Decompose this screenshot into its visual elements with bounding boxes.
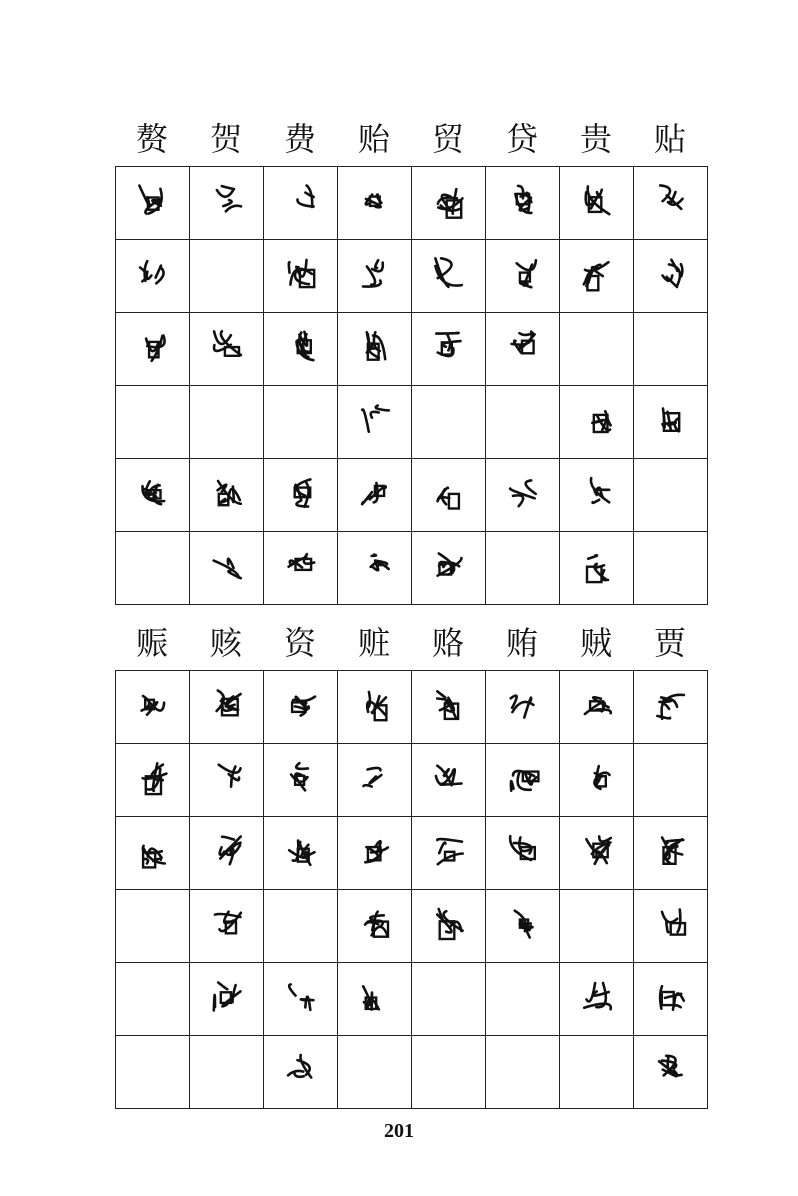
glyph-cell [116, 240, 190, 313]
table-row [116, 963, 708, 1036]
glyph-cell [338, 313, 412, 386]
glyph-cell [264, 386, 338, 459]
header-char: 贸 [431, 120, 464, 158]
header-char: 费 [283, 120, 316, 158]
glyph-cell [116, 313, 190, 386]
glyph-cell [634, 167, 708, 240]
glyph-cell [338, 1036, 412, 1109]
ancient-glyph-icon [575, 471, 619, 515]
glyph-cell [486, 963, 560, 1036]
glyph-cell [486, 817, 560, 890]
glyph-cell [412, 963, 486, 1036]
glyph-cell [116, 1036, 190, 1109]
glyph-cell [264, 313, 338, 386]
ancient-glyph-icon [353, 252, 397, 296]
header-char: 贿 [505, 624, 538, 662]
ancient-glyph-icon [279, 1048, 323, 1092]
ancient-glyph-icon [501, 902, 545, 946]
glyph-cell [412, 890, 486, 963]
glyph-cell [190, 817, 264, 890]
ancient-glyph-icon [501, 829, 545, 873]
header-char: 贻 [357, 120, 390, 158]
glyph-cell [412, 671, 486, 744]
glyph-cell [264, 167, 338, 240]
glyph-cell [116, 744, 190, 817]
table-row [116, 817, 708, 890]
glyph-cell [264, 1036, 338, 1109]
glyph-cell [634, 817, 708, 890]
glyph-cell [116, 459, 190, 532]
header-char: 贼 [579, 624, 612, 662]
ancient-glyph-icon [427, 829, 471, 873]
glyph-cell [264, 671, 338, 744]
glyph-cell [264, 459, 338, 532]
glyph-cell [486, 240, 560, 313]
glyph-cell [634, 744, 708, 817]
ancient-glyph-icon [575, 398, 619, 442]
glyph-cell [338, 744, 412, 817]
ancient-glyph-icon [353, 325, 397, 369]
glyph-cell [338, 459, 412, 532]
ancient-glyph-icon [575, 252, 619, 296]
ancient-glyph-icon [205, 902, 249, 946]
glyph-cell [338, 240, 412, 313]
glyph-cell [560, 671, 634, 744]
glyph-cell [190, 313, 264, 386]
glyph-cell [486, 744, 560, 817]
ancient-glyph-icon [501, 179, 545, 223]
glyph-cell [190, 459, 264, 532]
header-char: 赈 [135, 624, 168, 662]
glyph-cell [412, 532, 486, 605]
table-row [116, 1036, 708, 1109]
table-row [116, 386, 708, 459]
glyph-cell [560, 240, 634, 313]
glyph-cell [560, 532, 634, 605]
glyph-cell [560, 459, 634, 532]
header-char: 贵 [579, 120, 612, 158]
ancient-glyph-icon [205, 179, 249, 223]
ancient-glyph-icon [649, 1048, 693, 1092]
ancient-glyph-icon [279, 179, 323, 223]
ancient-glyph-icon [279, 325, 323, 369]
ancient-glyph-icon [501, 471, 545, 515]
ancient-glyph-icon [575, 683, 619, 727]
ancient-glyph-icon [353, 756, 397, 800]
ancient-glyph-icon [575, 829, 619, 873]
glyph-cell [116, 167, 190, 240]
glyph-cell [264, 963, 338, 1036]
ancient-glyph-icon [205, 471, 249, 515]
glyph-cell [264, 744, 338, 817]
header-char: 赘 [135, 120, 168, 158]
glyph-cell [116, 532, 190, 605]
ancient-glyph-icon [353, 544, 397, 588]
ancient-glyph-icon [649, 829, 693, 873]
glyph-cell [634, 963, 708, 1036]
glyph-cell [264, 890, 338, 963]
glyph-cell [412, 386, 486, 459]
table-row [116, 313, 708, 386]
ancient-glyph-icon [575, 756, 619, 800]
header-char: 贺 [209, 120, 242, 158]
glyph-cell [116, 890, 190, 963]
ancient-glyph-icon [501, 252, 545, 296]
ancient-glyph-icon [427, 683, 471, 727]
glyph-cell [486, 671, 560, 744]
ancient-glyph-icon [649, 975, 693, 1019]
ancient-glyph-icon [353, 179, 397, 223]
glyph-cell [560, 1036, 634, 1109]
ancient-glyph-icon [279, 975, 323, 1019]
glyph-cell [338, 386, 412, 459]
ancient-glyph-icon [131, 179, 175, 223]
table-row [116, 671, 708, 744]
header-char: 贾 [653, 624, 686, 662]
table-row [116, 890, 708, 963]
page-number: 201 [384, 1120, 414, 1142]
ancient-glyph-icon [131, 252, 175, 296]
glyph-cell [338, 671, 412, 744]
glyph-cell [634, 459, 708, 532]
glyph-cell [634, 386, 708, 459]
glyph-cell [560, 890, 634, 963]
glyph-cell [190, 240, 264, 313]
ancient-glyph-icon [205, 829, 249, 873]
ancient-glyph-icon [427, 471, 471, 515]
glyph-cell [486, 532, 560, 605]
table-row [116, 459, 708, 532]
glyph-cell [264, 240, 338, 313]
glyph-cell [190, 386, 264, 459]
glyph-cell [560, 817, 634, 890]
header-char: 贷 [505, 120, 538, 158]
ancient-glyph-icon [205, 975, 249, 1019]
glyph-table-1 [115, 166, 708, 605]
ancient-glyph-icon [279, 544, 323, 588]
table-row [116, 240, 708, 313]
ancient-glyph-icon [353, 683, 397, 727]
glyph-cell [190, 890, 264, 963]
glyph-cell [634, 532, 708, 605]
ancient-glyph-icon [131, 756, 175, 800]
ancient-glyph-icon [205, 325, 249, 369]
glyph-cell [412, 459, 486, 532]
glyph-cell [486, 313, 560, 386]
glyph-cell [412, 167, 486, 240]
glyph-cell [634, 671, 708, 744]
header-row-1 [115, 112, 707, 162]
glyph-cell [190, 963, 264, 1036]
glyph-cell [486, 890, 560, 963]
glyph-cell [116, 817, 190, 890]
ancient-glyph-icon [205, 683, 249, 727]
glyph-cell [190, 1036, 264, 1109]
ancient-glyph-icon [501, 756, 545, 800]
glyph-cell [116, 963, 190, 1036]
ancient-glyph-icon [353, 829, 397, 873]
header-char: 贴 [653, 120, 686, 158]
glyph-cell [634, 1036, 708, 1109]
glyph-cell [338, 167, 412, 240]
ancient-glyph-icon [131, 829, 175, 873]
ancient-glyph-icon [131, 325, 175, 369]
ancient-glyph-icon [575, 544, 619, 588]
ancient-glyph-icon [575, 975, 619, 1019]
header-char: 赂 [431, 624, 464, 662]
glyph-cell [486, 167, 560, 240]
ancient-glyph-icon [427, 179, 471, 223]
ancient-glyph-icon [649, 179, 693, 223]
glyph-cell [560, 386, 634, 459]
ancient-glyph-icon [353, 471, 397, 515]
table-row [116, 744, 708, 817]
ancient-glyph-icon [131, 471, 175, 515]
ancient-glyph-icon [649, 902, 693, 946]
glyph-cell [190, 532, 264, 605]
glyph-cell [560, 167, 634, 240]
ancient-glyph-icon [427, 902, 471, 946]
glyph-cell [116, 671, 190, 744]
ancient-glyph-icon [649, 683, 693, 727]
glyph-cell [560, 744, 634, 817]
header-char: 赃 [357, 624, 390, 662]
table-row [116, 532, 708, 605]
glyph-cell [486, 386, 560, 459]
glyph-cell [560, 313, 634, 386]
glyph-cell [412, 240, 486, 313]
glyph-cell [264, 817, 338, 890]
ancient-glyph-icon [427, 756, 471, 800]
glyph-cell [338, 532, 412, 605]
ancient-glyph-icon [205, 756, 249, 800]
glyph-cell [338, 963, 412, 1036]
ancient-glyph-icon [575, 179, 619, 223]
ancient-glyph-icon [649, 398, 693, 442]
header-char: 资 [283, 624, 316, 662]
glyph-cell [634, 313, 708, 386]
ancient-glyph-icon [427, 544, 471, 588]
ancient-glyph-icon [279, 756, 323, 800]
glyph-cell [190, 671, 264, 744]
glyph-cell [116, 386, 190, 459]
glyph-cell [190, 744, 264, 817]
ancient-glyph-icon [279, 829, 323, 873]
glyph-cell [412, 744, 486, 817]
ancient-glyph-icon [279, 683, 323, 727]
ancient-glyph-icon [205, 544, 249, 588]
ancient-glyph-icon [427, 252, 471, 296]
glyph-cell [412, 1036, 486, 1109]
glyph-table-2 [115, 670, 708, 1109]
table-row [116, 167, 708, 240]
ancient-glyph-icon [131, 683, 175, 727]
glyph-cell [634, 890, 708, 963]
ancient-glyph-icon [501, 325, 545, 369]
ancient-glyph-icon [427, 325, 471, 369]
ancient-glyph-icon [353, 975, 397, 1019]
header-char: 赅 [209, 624, 242, 662]
glyph-cell [486, 1036, 560, 1109]
ancient-glyph-icon [279, 252, 323, 296]
header-row-2 [115, 616, 707, 666]
glyph-cell [412, 817, 486, 890]
glyph-cell [412, 313, 486, 386]
glyph-cell [338, 817, 412, 890]
ancient-glyph-icon [353, 398, 397, 442]
ancient-glyph-icon [649, 252, 693, 296]
ancient-glyph-icon [279, 471, 323, 515]
ancient-glyph-icon [501, 683, 545, 727]
glyph-cell [264, 532, 338, 605]
glyph-cell [338, 890, 412, 963]
glyph-cell [560, 963, 634, 1036]
glyph-cell [486, 459, 560, 532]
ancient-glyph-icon [353, 902, 397, 946]
glyph-cell [190, 167, 264, 240]
glyph-cell [634, 240, 708, 313]
